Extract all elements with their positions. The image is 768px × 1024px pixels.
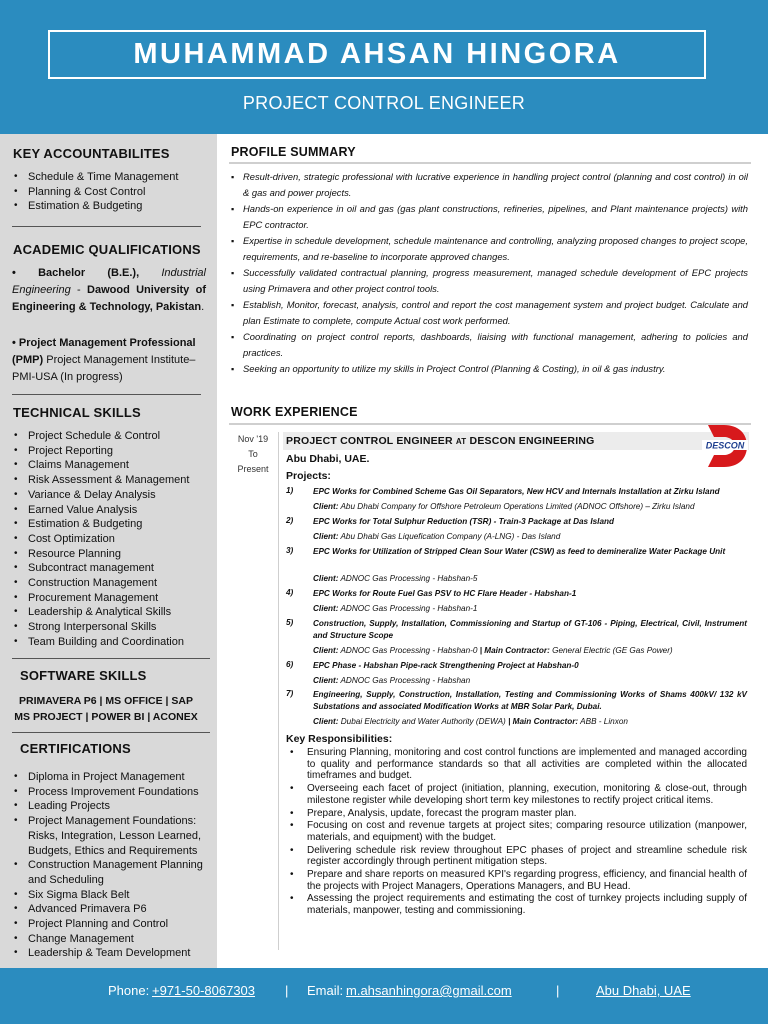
bullet: •	[12, 267, 16, 279]
degree-separator: -	[77, 284, 81, 296]
project-title: Engineering, Supply, Construction, Installation, Testing and Commissioning Works of Shams 400kV/ 132 kV Substations and associated Modification Works at MBR Solar Park, Dubai.	[313, 690, 747, 711]
responsibilities-list	[289, 747, 747, 918]
profile-summary-list	[230, 169, 748, 377]
project-number: 7)	[286, 689, 294, 698]
project-title: Construction, Supply, Installation, Commissioning and Startup of GT-106 - Piping, Electrical, Civil, Instrument and Structure Scope	[313, 619, 747, 640]
academic-heading: ACADEMIC QUALIFICATIONS	[13, 242, 201, 257]
client-label: Client:	[313, 502, 339, 511]
summary-item: ▪ Expertise in schedule development, schedule maintenance and controlling, analyzing proposed changes to project scope, requirements, and re-baseline to incorporate approved changes.	[230, 233, 748, 265]
certifications-list	[10, 770, 208, 961]
client-value: ADNOC Gas Processing - Habshan-5	[340, 574, 478, 583]
profile-summary-heading: PROFILE SUMMARY	[231, 145, 356, 159]
key-accountabilities-list	[10, 170, 210, 214]
bullet: •	[12, 337, 16, 349]
divider	[12, 394, 201, 395]
certifications-heading: CERTIFICATIONS	[20, 741, 131, 756]
software-skills-line-2: MS PROJECT | POWER BI | ACONEX	[14, 711, 198, 723]
degree-field: Industrial Engineering	[12, 267, 206, 296]
certification-item: • Leadership & Team Development	[10, 946, 208, 961]
projects-label: Projects:	[286, 470, 331, 482]
responsibility-item: • Delivering schedule risk review throughout EPC phases of project and streamline schedule risk register accordingly through pertinent mitigation steps.	[289, 845, 747, 868]
responsibility-item: • Prepare and share reports on measured KPI's regarding progress, efficiency, and financial health of the projects with Project Managers, Operations Managers, and BU Head.	[289, 869, 747, 892]
client-label: Client:	[313, 532, 339, 541]
summary-item: ▪ Coordinating on project control reports, dashboards, liaising with functional management, adhering to policies and practices.	[230, 329, 748, 361]
divider	[229, 423, 751, 425]
technical-skill-item: • Risk Assessment & Management	[10, 473, 210, 488]
technical-skill-item: • Team Building and Coordination	[10, 635, 210, 650]
software-skills-line-1: PRIMAVERA P6 | MS OFFICE | SAP	[19, 695, 193, 707]
client-value: ADNOC Gas Processing - Habshan	[340, 676, 471, 685]
separator: |	[479, 646, 483, 655]
client-value: Abu Dhabi Company for Offshore Petroleum Operations Limited (ADNOC Offshore) – Zirku Island	[340, 502, 695, 511]
responsibility-item: • Focusing on cost and revenue targets at project sites; comparing resource utilization (manpower, materials, and equipment) with the budget.	[289, 820, 747, 843]
responsibility-item: • Ensuring Planning, monitoring and cost control functions are implemented and managed according to quality and performance standards so that all activities are completed within the allocated timeframes and budget.	[289, 747, 747, 782]
degree-institution: Dawood University of Engineering & Technology, Pakistan	[12, 284, 206, 313]
summary-item: ▪ Seeking an opportunity to utilize my skills in Project Control (Planning & Costing), in oil & gas industry.	[230, 361, 748, 377]
separator: |	[508, 717, 511, 726]
project-number: 3)	[286, 546, 294, 555]
job-title	[286, 435, 594, 447]
project-client-line	[313, 603, 747, 615]
divider	[12, 732, 210, 733]
technical-skill-item: • Strong Interpersonal Skills	[10, 620, 210, 635]
summary-item: ▪ Hands-on experience in oil and gas (gas plant constructions, refineries, pipelines, and Plant maintenance projects) with EPC contractor.	[230, 201, 748, 233]
project-title: EPC Works for Utilization of Stripped Clean Sour Water (CSW) as feed to demineralize Water Package Unit	[313, 547, 726, 556]
accountability-item: • Estimation & Budgeting	[10, 199, 210, 214]
footer	[0, 968, 768, 1024]
certification-item: • Change Management	[10, 932, 208, 947]
client-label: Client:	[313, 646, 339, 655]
job-dates	[230, 432, 276, 477]
job-company: DESCON ENGINEERING	[469, 435, 595, 447]
certification-item: • Construction Management Planning and Scheduling	[10, 858, 208, 887]
timeline-line	[278, 432, 279, 950]
candidate-name: MUHAMMAD AHSAN HINGORA	[133, 38, 621, 70]
certification-item: • Diploma in Project Management	[10, 770, 208, 785]
technical-skill-item: • Earned Value Analysis	[10, 503, 210, 518]
responsibility-item: • Overseeing each facet of project (initiation, planning, execution, monitoring & close-out, through milestone register while developing short term key milestones to rectify project critical items.	[289, 783, 747, 806]
technical-skill-item: • Resource Planning	[10, 547, 210, 562]
responsibility-item: • Assessing the project requirements and estimating the cost of turnkey projects including supply of materials, manpower, testing and commissioning.	[289, 893, 747, 916]
client-label: Client:	[313, 604, 339, 613]
job-location: Abu Dhabi, UAE.	[286, 453, 370, 465]
main-contractor-value: General Electric (GE Gas Power)	[552, 646, 673, 655]
project-title: EPC Works for Combined Scheme Gas Oil Separators, New HCV and Internals Installation at Zirku Island	[313, 487, 720, 496]
accountability-item: • Schedule & Time Management	[10, 170, 210, 185]
technical-skill-item: • Procurement Management	[10, 591, 210, 606]
summary-item: ▪ Establish, Monitor, forecast, analysis, control and report the cost management system and project budget. Calculate and plan Estimate to complete, compute Actual cost work performed.	[230, 297, 748, 329]
job-title-header: PROJECT CONTROL ENGINEER	[242, 93, 526, 113]
main-contractor-label: Main Contractor:	[484, 646, 550, 655]
date-present: Present	[237, 464, 269, 474]
project-number: 6)	[286, 660, 294, 669]
divider	[229, 162, 751, 164]
client-label: Client:	[313, 574, 339, 583]
degree-end: .	[201, 301, 205, 313]
summary-item: ▪ Result-driven, strategic professional with lucrative experience in handling project control (planning and cost control) in oil & gas and power projects.	[230, 169, 748, 201]
technical-skill-item: • Variance & Delay Analysis	[10, 488, 210, 503]
technical-skills-heading: TECHNICAL SKILLS	[13, 405, 141, 420]
responsibilities-label: Key Responsibilities:	[286, 733, 393, 745]
client-value: Dubai Electricity and Water Authority (DEWA)	[340, 717, 506, 726]
project-title: EPC Works for Total Sulphur Reduction (TSR) - Train-3 Package at Das Island	[313, 517, 615, 526]
project-number: 5)	[286, 618, 294, 627]
technical-skills-list	[10, 429, 210, 650]
divider	[12, 226, 201, 227]
technical-skill-item: • Cost Optimization	[10, 532, 210, 547]
certification-item: • Six Sigma Black Belt	[10, 888, 208, 903]
project-number: 2)	[286, 516, 294, 525]
name-box	[48, 30, 706, 79]
technical-skill-item: • Subcontract management	[10, 561, 210, 576]
phone-link[interactable]: +971-50-8067303	[152, 983, 256, 998]
footer-separator: |	[285, 983, 289, 998]
email-link[interactable]: m.ahsanhingora@gmail.com	[346, 983, 512, 998]
job-role: PROJECT CONTROL ENGINEER	[286, 435, 453, 447]
client-value: Abu Dhabi Gas Liquefication Company (A-LNG) - Das Island	[340, 532, 561, 541]
header	[0, 0, 768, 134]
footer-separator: |	[556, 983, 560, 998]
main-contractor-value: ABB - Linxon	[580, 717, 628, 726]
project-number: 4)	[286, 588, 294, 597]
project-client-line	[313, 531, 747, 543]
date-to: To	[248, 449, 258, 459]
technical-skill-item: • Estimation & Budgeting	[10, 517, 210, 532]
degree-institution: Project Management Institute– PMI-USA (In progress)	[12, 354, 196, 383]
certification-item: • Leading Projects	[10, 799, 208, 814]
project-client-line	[313, 501, 747, 513]
client-label: Client:	[313, 717, 339, 726]
client-label: Client:	[313, 676, 339, 685]
project-title: EPC Phase - Habshan Pipe-rack Strengthening Project at Habshan-0	[313, 661, 579, 670]
certification-item: • Advanced Primavera P6	[10, 902, 208, 917]
technical-skill-item: • Claims Management	[10, 458, 210, 473]
degree-bachelor	[12, 265, 206, 316]
degree-pmp	[12, 335, 206, 386]
degree-name: Bachelor (B.E.),	[38, 267, 140, 279]
certification-item: • Process Improvement Foundations	[10, 785, 208, 800]
job-at: AT	[455, 437, 467, 446]
software-skills-heading: SOFTWARE SKILLS	[20, 668, 147, 683]
svg-text:DESCON: DESCON	[705, 440, 745, 451]
phone-label: Phone:	[108, 983, 150, 998]
project-client-line	[313, 573, 747, 585]
divider	[12, 658, 210, 659]
work-experience-heading: WORK EXPERIENCE	[231, 405, 358, 419]
main-contractor-label: Main Contractor:	[512, 717, 579, 726]
technical-skill-item: • Project Schedule & Control	[10, 429, 210, 444]
project-number: 1)	[286, 486, 294, 495]
technical-skill-item: • Construction Management	[10, 576, 210, 591]
accountability-item: • Planning & Cost Control	[10, 185, 210, 200]
technical-skill-item: • Leadership & Analytical Skills	[10, 605, 210, 620]
key-accountabilities-heading: KEY ACCOUNTABILITES	[13, 146, 170, 161]
degree-name: Project Management Professional (PMP)	[12, 337, 196, 366]
location-link[interactable]: Abu Dhabi, UAE	[596, 983, 691, 998]
certification-item: • Project Management Foundations: Risks, Integration, Lesson Learned, Budgets, Ethics and Requirements	[10, 814, 208, 858]
project-client-line	[313, 675, 747, 687]
client-value: ADNOC Gas Processing - Habshan-1	[340, 604, 478, 613]
project-title: EPC Works for Route Fuel Gas PSV to HC Flare Header - Habshan-1	[313, 589, 577, 598]
responsibility-item: • Prepare, Analysis, update, forecast the program master plan.	[289, 808, 747, 820]
client-value: ADNOC Gas Processing - Habshan-0	[340, 646, 478, 655]
technical-skill-item: • Project Reporting	[10, 444, 210, 459]
summary-item: ▪ Successfully validated contractual planning, progress measurement, managed schedule development of EPC projects using Primavera and other project control tools.	[230, 265, 748, 297]
email-label: Email:	[307, 983, 344, 998]
date-from: Nov '19	[237, 434, 269, 444]
project-client-line	[313, 716, 747, 728]
project-client-line	[313, 645, 747, 657]
descon-logo	[702, 424, 748, 468]
certification-item: • Project Planning and Control	[10, 917, 208, 932]
